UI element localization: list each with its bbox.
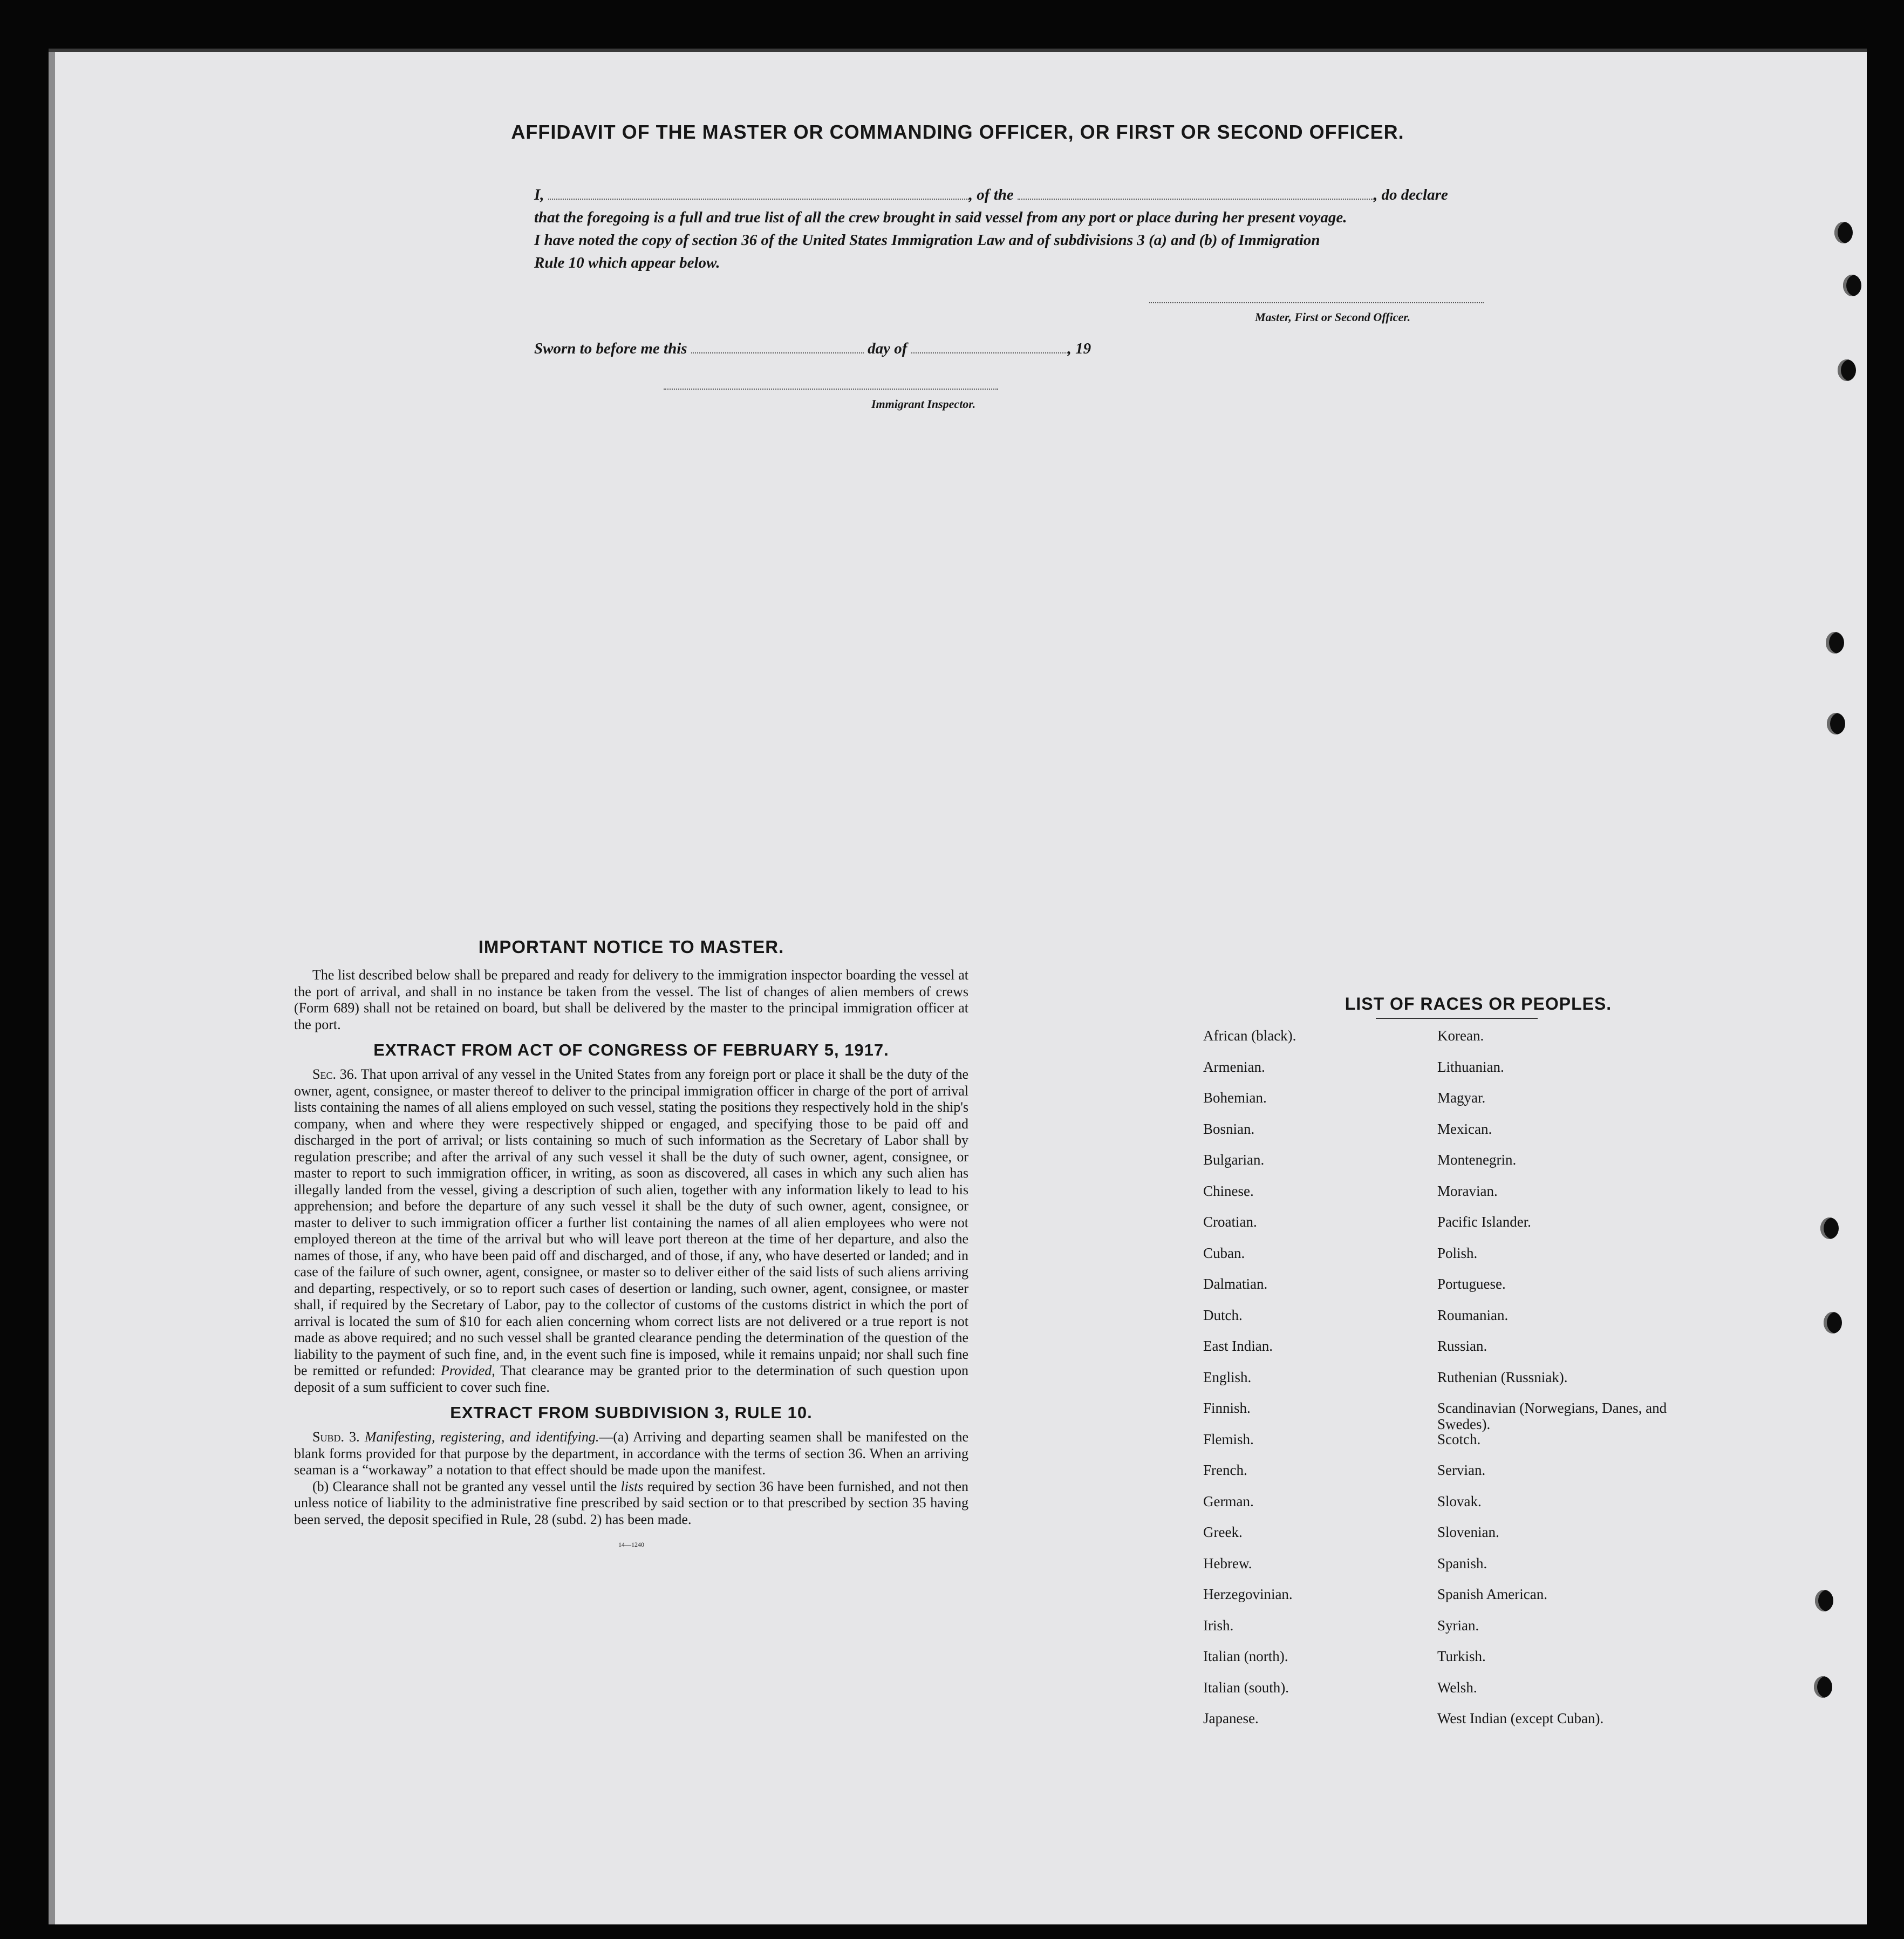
punch-hole-7 xyxy=(1824,1312,1842,1334)
act-body-text: That upon arrival of any vessel in the United States from any foreign port or place it shall be the duty of the owner, agent, consignee, or master thereof to deliver to the principal immigration officer in charge of the port of arrival lists containing the names of all aliens employed on such vessel, stating the positions they respectively hold in the ship's company, when and where they were respectively shipped or engaged, and specifying those to be paid off and discharged in the port of arrival; or lists containing so much of such information as the Secretary of Labor shall by regulation prescribe; and after the arrival of any such vessel it shall be the duty of such owner, agent, consignee, or master to report to such immigration officer, in writing, as soon as discovered, all cases in which any such alien has illegally landed from the vessel, giving a description of such alien, together with any information likely to lead to his apprehension; and before the departure of any such vessel it shall be the duty of such owner, agent, consignee, or master to deliver to such immigration officer a further list containing the names of all alien employees who were not employed thereon at the time of the arrival but who will leave port thereon at the time of her departure, and also the names of those, if any, who have been paid off and discharged, and of those, if any, who have deserted or landed; and in case of the failure of such owner, agent, consignee, or master so to deliver either of the said lists of such aliens arriving and departing, respectively, or so to report such cases of desertion or landing, such owner, agent, consignee, or master shall, if required by the Secretary of Labor, pay to the collector of customs of the customs district in which the port of arrival is located the sum of $10 for each alien concerning whom correct lists are not delivered or a true report is not made as above required; and no such vessel shall be granted clearance pending the determination of the question of the liability to the payment of such fine, and, in the event such fine is imposed, while it remains unpaid; nor shall such fine be remitted or refunded: xyxy=(294,1066,968,1378)
rule-subd-label: Subd. 3. xyxy=(312,1429,360,1445)
master-name-blank[interactable] xyxy=(548,186,969,200)
race-item: Mexican. xyxy=(1437,1120,1492,1137)
act-body-end: That clearance may be granted prior to the determination of such question upon deposit of a sum sufficient to cover such fine. xyxy=(294,1363,969,1395)
punch-hole-1 xyxy=(1834,222,1853,243)
race-item: Welsh. xyxy=(1437,1679,1477,1696)
vessel-name-blank[interactable] xyxy=(1018,186,1374,200)
race-item: French. xyxy=(1203,1462,1247,1478)
race-item: Greek. xyxy=(1203,1524,1243,1540)
race-item: Herzegovinian. xyxy=(1203,1586,1293,1602)
race-item: Bosnian. xyxy=(1203,1120,1255,1137)
affidavit-line-3: I have noted the copy of section 36 of the United States Immigration Law and of subdivisions 3 (a) and (b) of Immigration xyxy=(534,232,1320,249)
master-signature-blank[interactable] xyxy=(1149,289,1484,303)
race-item: Armenian. xyxy=(1203,1058,1265,1075)
race-item: Korean. xyxy=(1437,1028,1484,1044)
form-number: 14—1240 xyxy=(618,1541,644,1548)
rule-para-b-lists: lists xyxy=(620,1478,644,1494)
race-item: Slovak. xyxy=(1437,1493,1482,1509)
punch-hole-8 xyxy=(1815,1590,1833,1611)
sworn-line xyxy=(534,338,1532,359)
inspector-signature-label: Immigrant Inspector. xyxy=(871,397,976,411)
notice-column xyxy=(294,937,968,1549)
rule-para-b-prefix: (b) Clearance shall not be granted any vessel until the xyxy=(312,1478,617,1494)
race-item: East Indian. xyxy=(1203,1338,1273,1354)
notice-title: IMPORTANT NOTICE TO MASTER. xyxy=(478,937,784,957)
affidavit-line-2: that the foregoing is a full and true list of all the crew brought in said vessel from any port or place during her present voyage. xyxy=(534,209,1347,226)
affidavit-declaration-line xyxy=(534,184,1532,206)
rule-para-a-text: —(a) Arriving and departing seamen shall be manifested on the blank forms provided for that purpose by the department, in accordance with the terms of section 36. When an arriving seaman is a “workaway” a notation to that effect should be made upon the manifest. xyxy=(294,1429,968,1478)
race-item: Spanish. xyxy=(1437,1555,1487,1571)
race-item: Dutch. xyxy=(1203,1307,1243,1323)
race-item: Portuguese. xyxy=(1437,1276,1506,1292)
act-extract-title: EXTRACT FROM ACT OF CONGRESS OF FEBRUARY 5, 1917. xyxy=(373,1040,889,1059)
race-item: Flemish. xyxy=(1203,1431,1254,1447)
sworn-day-blank[interactable] xyxy=(691,339,864,353)
race-item: Hebrew. xyxy=(1203,1555,1252,1571)
race-item: Scandinavian (Norwegians, Danes, and Swedes). xyxy=(1437,1400,1667,1432)
race-item: Cuban. xyxy=(1203,1244,1245,1261)
manifest-back-page xyxy=(49,49,1867,1924)
race-item: Spanish American. xyxy=(1437,1586,1547,1602)
race-item: Montenegrin. xyxy=(1437,1152,1517,1168)
race-item: Irish. xyxy=(1203,1617,1234,1634)
race-item: Italian (south). xyxy=(1203,1679,1289,1696)
page-edge xyxy=(49,52,55,1924)
races-title-rule xyxy=(1376,1018,1538,1019)
of-the-label: , of the xyxy=(968,186,1014,203)
sworn-label: Sworn to before me this xyxy=(534,340,687,357)
year-label: , 19 xyxy=(1067,340,1091,357)
race-item: Turkish. xyxy=(1437,1648,1486,1664)
race-item: Russian. xyxy=(1437,1338,1487,1354)
race-item: German. xyxy=(1203,1493,1254,1509)
punch-hole-3 xyxy=(1838,359,1856,381)
do-declare-label: , do declare xyxy=(1374,186,1448,203)
rule-extract-title: EXTRACT FROM SUBDIVISION 3, RULE 10. xyxy=(450,1403,813,1422)
race-item: Croatian. xyxy=(1203,1214,1257,1230)
inspector-signature-blank[interactable] xyxy=(664,376,998,390)
punch-hole-2 xyxy=(1843,275,1861,296)
race-item: English. xyxy=(1203,1369,1252,1385)
race-item: Ruthenian (Russniak). xyxy=(1437,1369,1568,1385)
affidavit-i-label: I, xyxy=(534,186,544,203)
races-column-2 xyxy=(1437,1028,1707,1741)
races-title: LIST OF RACES OR PEOPLES. xyxy=(1345,994,1612,1013)
race-item: Finnish. xyxy=(1203,1400,1251,1416)
race-item: Dalmatian. xyxy=(1203,1276,1268,1292)
act-section-label: Sec. 36. xyxy=(312,1066,358,1082)
act-provided: Provided, xyxy=(440,1363,495,1378)
race-item: Bohemian. xyxy=(1203,1090,1267,1106)
act-extract-body xyxy=(294,1066,968,1396)
affidavit-line-4: Rule 10 which appear below. xyxy=(534,254,720,271)
race-item: Roumanian. xyxy=(1437,1307,1509,1323)
race-item: African (black). xyxy=(1203,1028,1296,1044)
rule-para-b xyxy=(294,1479,968,1528)
rule-para-a xyxy=(294,1429,968,1479)
race-item: Moravian. xyxy=(1437,1182,1498,1199)
rule-para-b-rest: required by section 36 have been furnished, and not then unless notice of liability to the administrative fine prescribed by said section or to that prescribed by section 35 having been served, the deposit specified in Rule, 28 (subd. 2) has been made. xyxy=(294,1478,969,1527)
affidavit-title: AFFIDAVIT OF THE MASTER OR COMMANDING OFFICER, OR FIRST OR SECOND OFFICER. xyxy=(511,121,1404,143)
races-column-1 xyxy=(1203,1028,1435,1741)
punch-hole-5 xyxy=(1827,713,1845,734)
race-item: Polish. xyxy=(1437,1244,1478,1261)
day-of-label: day of xyxy=(868,340,907,357)
race-item: Bulgarian. xyxy=(1203,1152,1265,1168)
race-item: West Indian (except Cuban). xyxy=(1437,1710,1604,1726)
sworn-month-blank[interactable] xyxy=(911,339,1068,353)
race-item: Servian. xyxy=(1437,1462,1486,1478)
race-item: Syrian. xyxy=(1437,1617,1479,1634)
race-item: Slovenian. xyxy=(1437,1524,1499,1540)
rule-subd-heading: Manifesting, registering, and identifying. xyxy=(364,1429,599,1445)
notice-body: The list described below shall be prepared and ready for delivery to the immigration inspector boarding the vessel at the port of arrival, and shall in no instance be taken from the vessel. The list of changes of alien members of crews (Form 689) shall not be retained on board, but shall be delivered by the master to the principal immigration officer at the port. xyxy=(294,967,968,1032)
race-item: Italian (north). xyxy=(1203,1648,1288,1664)
race-item: Magyar. xyxy=(1437,1090,1486,1106)
race-item: Japanese. xyxy=(1203,1710,1259,1726)
punch-hole-6 xyxy=(1820,1217,1839,1239)
race-item: Scotch. xyxy=(1437,1431,1481,1447)
race-item: Chinese. xyxy=(1203,1182,1254,1199)
punch-hole-9 xyxy=(1814,1676,1832,1698)
race-item: Lithuanian. xyxy=(1437,1058,1504,1075)
race-item: Pacific Islander. xyxy=(1437,1214,1531,1230)
master-signature-label: Master, First or Second Officer. xyxy=(1255,310,1411,324)
punch-hole-4 xyxy=(1826,632,1844,654)
